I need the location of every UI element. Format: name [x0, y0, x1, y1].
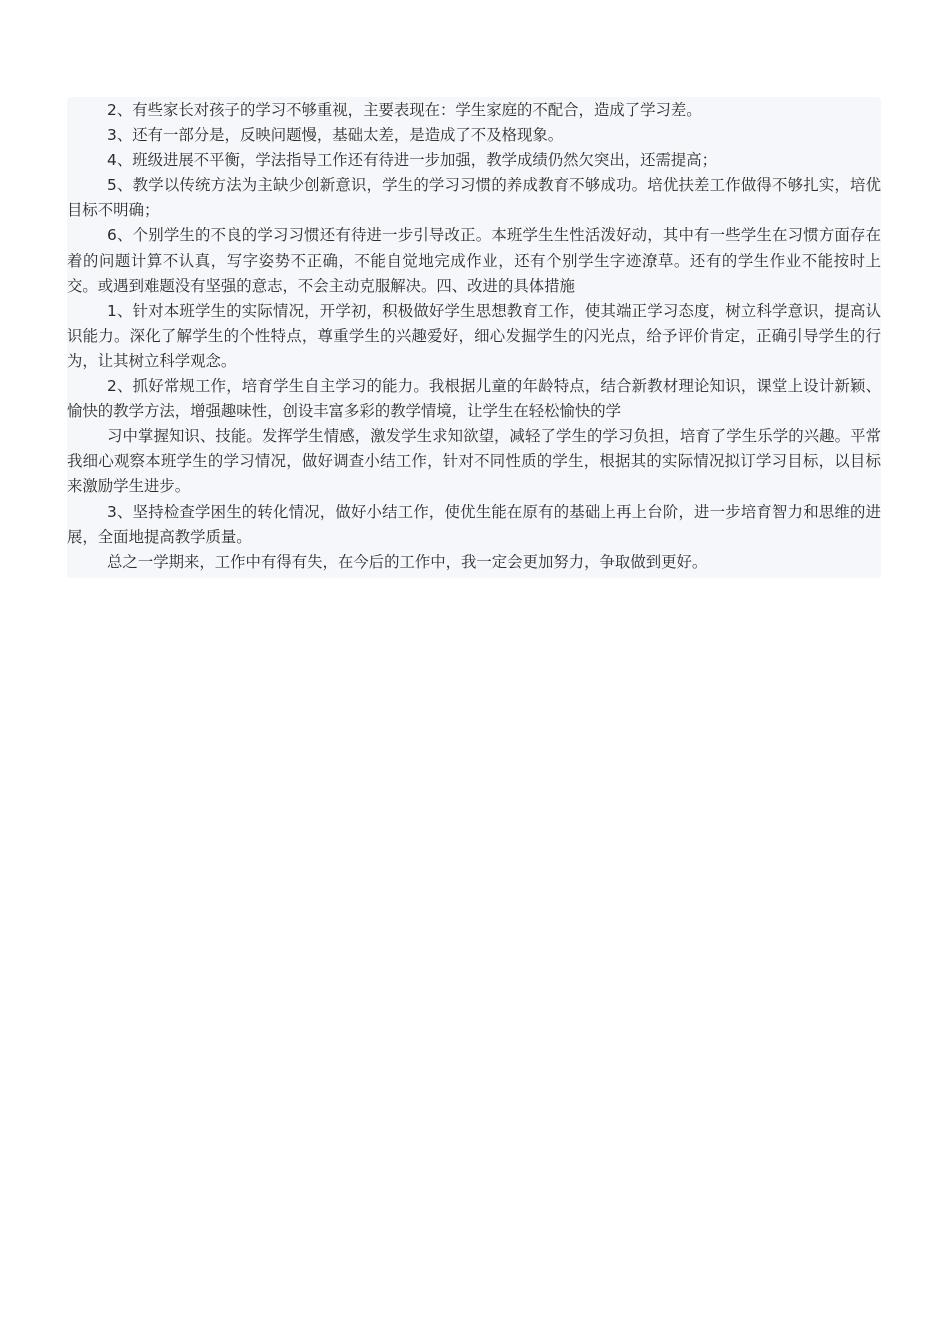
paragraph-7: 2、抓好常规工作，培育学生自主学习的能力。我根据儿童的年龄特点，结合新教材理论知识，课堂上设计新颖、愉快的教学方法，增强趣味性，创设丰富多彩的教学情境，让学生在轻松愉快的学	[67, 377, 881, 421]
paragraph-3: 4、班级进展不平衡，学法指导工作还有待进一步加强，教学成绩仍然欠突出，还需提高；	[107, 151, 718, 170]
paragraph-6: 1、针对本班学生的实际情况，开学初，积极做好学生思想教育工作，使其端正学习态度，树立科学意识，提高认识能力。深化了解学生的个性特点，尊重学生的兴趣爱好，细心发掘学生的闪光点，给予评价肯定，正确引导学生的行为，让其树立科学观念。	[67, 301, 881, 370]
paragraph-4: 5、教学以传统方法为主缺少创新意识，学生的学习习惯的养成教育不够成功。培优扶差工作做得不够扎实，培优目标不明确；	[67, 176, 881, 220]
paragraph-10: 总之一学期来，工作中有得有失，在今后的工作中，我一定会更加努力，争取做到更好。	[107, 552, 708, 571]
paragraph-9: 3、坚持检查学困生的转化情况，做好小结工作，使优生能在原有的基础上再上台阶，进一步培育智力和思维的进展，全面地提高教学质量。	[67, 502, 881, 546]
paragraph-8: 习中掌握知识、技能。发挥学生情感，激发学生求知欲望，减轻了学生的学习负担，培育了学生乐学的兴趣。平常我细心观察本班学生的学习情况，做好调查小结工作，针对不同性质的学生，根据其的实际情况拟订学习目标，以目标来激励学生进步。	[67, 427, 881, 496]
paragraph-1: 2、有些家长对孩子的学习不够重视，主要表现在：学生家庭的不配合，造成了学习差。	[107, 101, 702, 119]
document-body	[67, 97, 881, 578]
paragraph-2: 3、还有一部分是，反映问题慢，基础太差，是造成了不及格现象。	[107, 126, 564, 145]
paragraph-5: 6、个别学生的不良的学习习惯还有待进一步引导改正。本班学生生性活泼好动，其中有一些学生在习惯方面存在着的问题计算不认真，写字姿势不正确，不能自觉地完成作业，还有个别学生字迹潦草。还有的学生作业不能按时上交。或遇到难题没有坚强的意志，不会主动克服解决。四、改进的具体措施	[67, 226, 881, 295]
